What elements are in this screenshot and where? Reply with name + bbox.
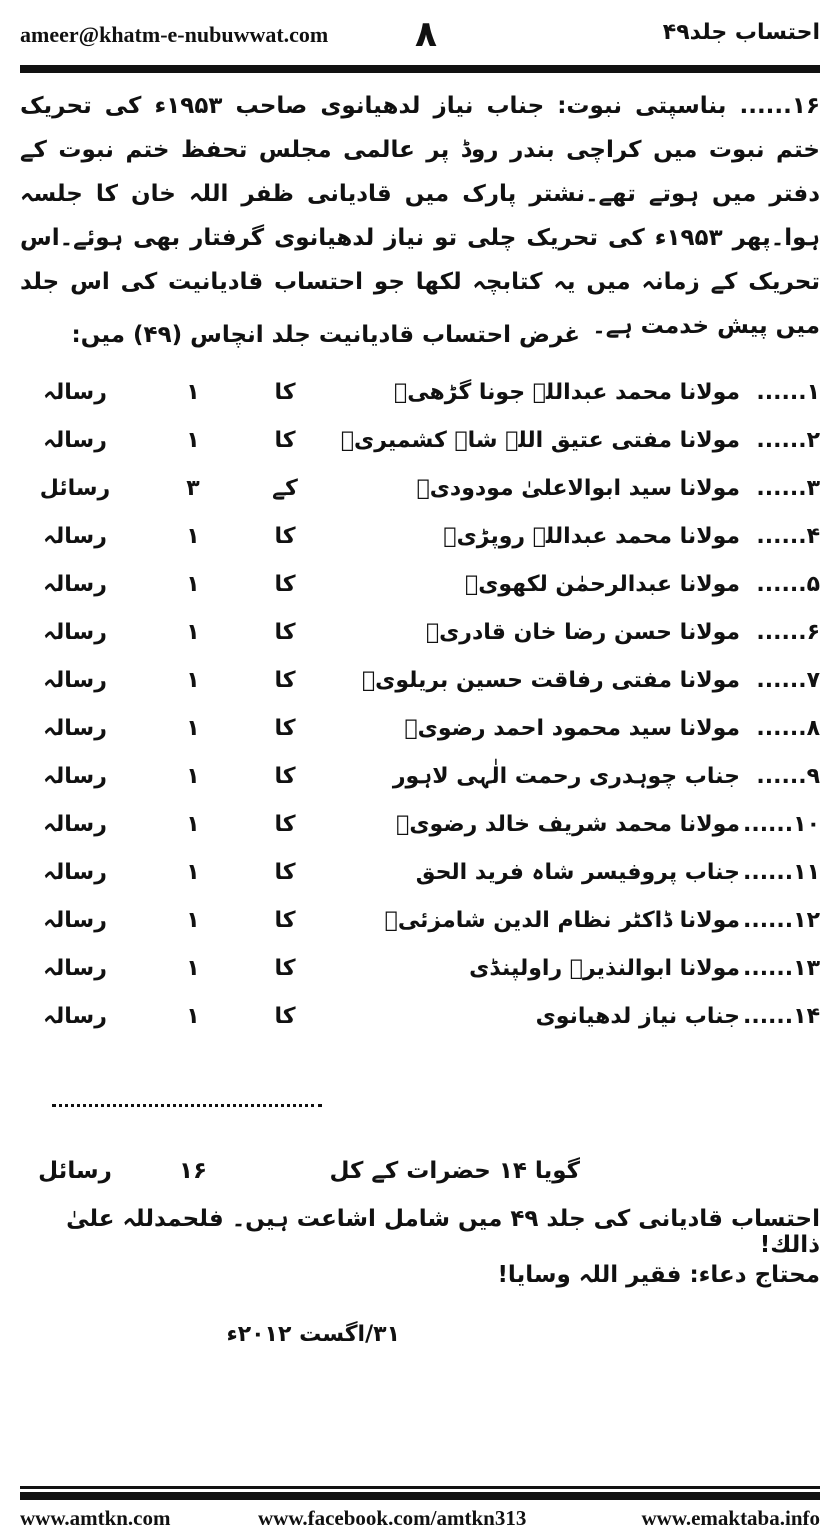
item-count: ۱: [186, 764, 200, 789]
possessive: کا: [274, 1004, 296, 1029]
item-type: رسالہ: [43, 668, 107, 693]
total-label: گویا ۱۴ حضرات کے کل: [329, 1158, 580, 1184]
intro-heading: بناسپتی نبوت:: [557, 93, 727, 119]
possessive: کا: [274, 764, 296, 789]
item-type: رسالہ: [43, 428, 107, 453]
item-number: ۱۴......: [742, 1004, 820, 1029]
item-number: ۱......: [756, 380, 820, 405]
author-name: مولانا ابوالنذیرؒ راولپنڈی: [469, 956, 740, 981]
possessive: کا: [274, 860, 296, 885]
item-count: ۱: [186, 668, 200, 693]
item-count: ۱: [186, 908, 200, 933]
item-type: رسالہ: [43, 572, 107, 597]
footer-link-emaktaba[interactable]: www.emaktaba.info: [641, 1506, 820, 1530]
item-number: ۷......: [756, 668, 820, 693]
list-item: [20, 564, 820, 612]
item-type: رسائل: [39, 476, 111, 501]
total-row: [20, 1150, 820, 1194]
author-name: مولانا مفتی عتیق اللہ شاہ کشمیریؒ: [340, 428, 740, 453]
item-count: ۱: [186, 716, 200, 741]
item-type: رسالہ: [43, 908, 107, 933]
list-item: [20, 756, 820, 804]
possessive: کے: [272, 476, 298, 501]
item-count: ۱: [186, 860, 200, 885]
author-name: جناب پروفیسر شاہ فرید الحق: [415, 860, 740, 885]
item-type: رسالہ: [43, 524, 107, 549]
author-name: جناب نیاز لدھیانوی: [535, 1004, 740, 1029]
item-number: ۱۳......: [742, 956, 820, 981]
list-item: [20, 468, 820, 516]
possessive: کا: [274, 668, 296, 693]
item-count: ۱: [186, 956, 200, 981]
item-count: ۱: [186, 572, 200, 597]
intro-paragraph: [20, 84, 820, 348]
possessive: کا: [274, 524, 296, 549]
author-name: مولانا حسن رضا خان قادریؒ: [425, 620, 740, 645]
item-number: ۵......: [756, 572, 820, 597]
book-title: احتساب جلد۴۹: [662, 20, 820, 45]
item-type: رسالہ: [43, 716, 107, 741]
author-name: مولانا عبدالرحمٰن لکھویؒ: [465, 572, 740, 597]
list-item: [20, 612, 820, 660]
header-rule: [20, 65, 820, 73]
item-type: رسالہ: [43, 620, 107, 645]
item-type: رسالہ: [43, 1004, 107, 1029]
author-name: مولانا سید ابوالاعلیٰ مودودیؒ: [416, 476, 740, 501]
item-count: ۳: [186, 476, 200, 501]
possessive: کا: [274, 572, 296, 597]
author-name: جناب چوہدری رحمت الٰہی لاہور: [392, 764, 740, 789]
list-item: [20, 708, 820, 756]
item-count: ۱: [186, 1004, 200, 1029]
author-name: مولانا محمد عبداللہ روپڑیؒ: [443, 524, 740, 549]
list-item: [20, 516, 820, 564]
author-name: مولانا ڈاکٹر نظام الدین شامزئیؒ: [384, 908, 740, 933]
item-number: ۱۱......: [742, 860, 820, 885]
intro-number: ۱۶......: [739, 93, 820, 119]
list-item: [20, 900, 820, 948]
item-number: ۱۰......: [742, 812, 820, 837]
item-number: ۸......: [756, 716, 820, 741]
possessive: کا: [274, 716, 296, 741]
item-count: ۱: [186, 812, 200, 837]
possessive: کا: [274, 812, 296, 837]
item-number: ۴......: [756, 524, 820, 549]
list-item: [20, 420, 820, 468]
footer-link-facebook[interactable]: www.facebook.com/amtkn313: [258, 1506, 527, 1530]
item-number: ۱۲......: [742, 908, 820, 933]
date-line: ۳۱/اگست ۲۰۱۲ء: [226, 1322, 400, 1347]
possessive: کا: [274, 620, 296, 645]
item-count: ۱: [186, 524, 200, 549]
total-type: رسائل: [38, 1158, 112, 1184]
closing-line: احتساب قادیانی کی جلد ۴۹ میں شامل اشاعت ہیں۔ فلحمدللہ علیٰ ذالك!: [66, 1206, 820, 1258]
item-count: ۱: [186, 428, 200, 453]
item-type: رسالہ: [43, 764, 107, 789]
total-count: ۱۶: [178, 1158, 208, 1184]
author-name: مولانا سید محمود احمد رضویؒ: [404, 716, 740, 741]
footer-rule-thin: [20, 1486, 820, 1489]
possessive: کا: [274, 956, 296, 981]
header-email: ameer@khatm-e-nubuwwat.com: [20, 22, 329, 47]
possessive: کا: [274, 380, 296, 405]
possessive: کا: [274, 908, 296, 933]
item-type: رسالہ: [43, 956, 107, 981]
possessive: کا: [274, 428, 296, 453]
dotted-separator: [52, 1104, 322, 1107]
list-subheading: غرض احتساب قادیانیت جلد انچاس (۴۹) میں:: [71, 322, 580, 348]
author-signature: محتاج دعاء: فقیر اللہ وسایا!: [497, 1262, 820, 1288]
footer-link-amtkn[interactable]: www.amtkn.com: [20, 1506, 171, 1530]
item-count: ۱: [186, 380, 200, 405]
page-footer: [20, 1506, 820, 1536]
author-name: مولانا محمد شریف خالد رضویؒ: [396, 812, 740, 837]
item-number: ۹......: [756, 764, 820, 789]
item-type: رسالہ: [43, 380, 107, 405]
intro-text: جناب نیاز لدھیانوی صاحب ۱۹۵۳ء کی تحریک ختم نبوت میں کراچی بندر روڈ پر عالمی مجلس تحفظ ختم نبوت کے دفتر میں ہوتے تھے۔نشتر پارک میں قادیانی ظفر اللہ خان کا جلسہ ہوا۔پھر ۱۹۵۳ء کی تحریک چلی تو نیاز لدھیانوی گرفتار بھی ہوئے۔اس تحریک کے زمانہ میں یہ کتابچہ لکھا جو احتساب قادیانیت کی اس جلد میں پیش خدمت ہے۔: [20, 93, 820, 339]
page-number: ۸: [415, 14, 437, 55]
item-count: ۱: [186, 620, 200, 645]
item-number: ۲......: [756, 428, 820, 453]
list-item: [20, 372, 820, 420]
list-item: [20, 804, 820, 852]
page-header: [20, 14, 820, 64]
list-item: [20, 948, 820, 996]
author-name: مولانا محمد عبداللہ جونا گڑھیؒ: [394, 380, 740, 405]
item-number: ۶......: [756, 620, 820, 645]
list-item: [20, 852, 820, 900]
footer-rule-thick: [20, 1492, 820, 1500]
author-name: مولانا مفتی رفاقت حسین بریلویؒ: [361, 668, 740, 693]
treatise-list: [20, 372, 820, 1044]
list-item: [20, 996, 820, 1044]
list-item: [20, 660, 820, 708]
item-number: ۳......: [756, 476, 820, 501]
item-type: رسالہ: [43, 812, 107, 837]
item-type: رسالہ: [43, 860, 107, 885]
